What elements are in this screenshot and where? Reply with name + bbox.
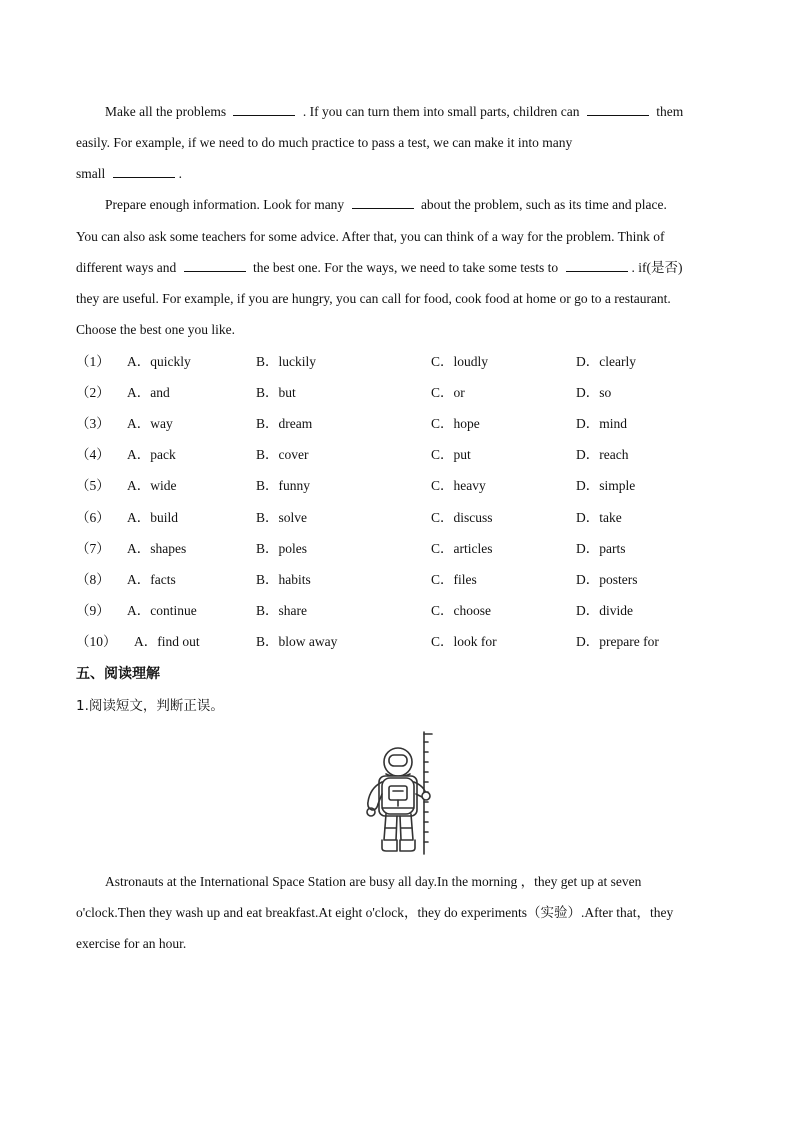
option-d[interactable]: D．divide	[576, 603, 633, 618]
passage-text: about the problem, such as its time and place.	[420, 197, 667, 212]
answer-blank[interactable]	[352, 196, 414, 209]
option-a[interactable]: A．wide	[127, 478, 177, 493]
passage-text: Make all the problems	[105, 104, 227, 119]
option-b[interactable]: B．habits	[256, 572, 311, 587]
option-a[interactable]: A．quickly	[127, 354, 191, 369]
passage-line	[76, 258, 683, 278]
question-number: （3）	[76, 416, 110, 431]
passage-line: Choose the best one you like.	[76, 322, 235, 337]
passage-text: different ways and	[76, 260, 177, 275]
question-number: （7）	[76, 541, 110, 556]
option-c[interactable]: C．articles	[431, 541, 493, 556]
option-c[interactable]: C．hope	[431, 416, 480, 431]
option-c[interactable]: C．choose	[431, 603, 491, 618]
option-b[interactable]: B．solve	[256, 510, 308, 525]
option-d[interactable]: D．simple	[576, 478, 636, 493]
option-b[interactable]: B．share	[256, 603, 307, 618]
option-b[interactable]: B．funny	[256, 478, 310, 493]
passage-line: easily. For example, if we need to do much practice to pass a test, we can make it into many	[76, 135, 573, 150]
option-b[interactable]: B．cover	[256, 447, 309, 462]
option-row	[76, 508, 736, 528]
option-d[interactable]: D．reach	[576, 447, 629, 462]
reading-line: exercise for an hour.	[76, 936, 187, 951]
question-number: （6）	[76, 510, 110, 525]
passage-text: them	[656, 104, 684, 119]
answer-blank[interactable]	[233, 103, 295, 116]
option-b[interactable]: B．dream	[256, 416, 313, 431]
section-heading: 五、阅读理解	[76, 666, 160, 682]
option-a[interactable]: A．facts	[127, 572, 176, 587]
passage-line	[105, 102, 683, 122]
question-number: （10）	[76, 634, 117, 649]
option-b[interactable]: B．but	[256, 385, 296, 400]
answer-blank[interactable]	[566, 259, 628, 272]
option-d[interactable]: D．prepare for	[576, 634, 659, 649]
question-number: （8）	[76, 572, 110, 587]
option-d[interactable]: D．take	[576, 510, 622, 525]
option-row	[76, 476, 736, 496]
passage-text: Prepare enough information. Look for many	[105, 197, 345, 212]
passage-line	[76, 164, 182, 184]
passage-text: small	[76, 166, 106, 181]
option-a[interactable]: A．and	[127, 385, 170, 400]
passage-text: the best one. For the ways, we need to take some tests to	[252, 260, 559, 275]
reading-line: o'clock.Then they wash up and eat breakfast.At eight o'clock，they do experiments（实验）.After that，they	[76, 905, 674, 920]
passage-text: . if(是否)	[631, 260, 683, 275]
option-a[interactable]: A．build	[127, 510, 179, 525]
reading-line: Astronauts at the International Space Station are busy all day.In the morning ，they get up at seven	[105, 874, 642, 889]
option-c[interactable]: C．discuss	[431, 510, 493, 525]
astronaut-illustration	[360, 728, 440, 856]
question-number: （1）	[76, 354, 110, 369]
option-a[interactable]: A．pack	[127, 447, 176, 462]
option-row	[76, 445, 736, 465]
option-row	[76, 539, 736, 559]
option-d[interactable]: D．mind	[576, 416, 628, 431]
answer-blank[interactable]	[184, 259, 246, 272]
option-c[interactable]: C．or	[431, 385, 465, 400]
option-c[interactable]: C．files	[431, 572, 477, 587]
option-b[interactable]: B．poles	[256, 541, 308, 556]
option-c[interactable]: C．heavy	[431, 478, 486, 493]
section-instruction: 1.阅读短文，判断正误。	[76, 698, 224, 714]
option-d[interactable]: D．so	[576, 385, 612, 400]
passage-text: .	[178, 166, 182, 181]
option-row	[76, 601, 736, 621]
option-row	[76, 632, 736, 652]
option-d[interactable]: D．posters	[576, 572, 638, 587]
passage-line	[105, 195, 667, 215]
answer-blank[interactable]	[113, 165, 175, 178]
question-number: （2）	[76, 385, 110, 400]
passage-text: . If you can turn them into small parts, children can	[302, 104, 580, 119]
option-a[interactable]: A．shapes	[127, 541, 187, 556]
option-c[interactable]: C．look for	[431, 634, 497, 649]
option-d[interactable]: D．clearly	[576, 354, 636, 369]
option-d[interactable]: D．parts	[576, 541, 626, 556]
option-a[interactable]: A．find out	[134, 634, 200, 649]
option-a[interactable]: A．continue	[127, 603, 197, 618]
question-number: （4）	[76, 447, 110, 462]
option-row	[76, 414, 736, 434]
question-number: （5）	[76, 478, 110, 493]
option-row	[76, 352, 736, 372]
question-number: （9）	[76, 603, 110, 618]
option-row	[76, 570, 736, 590]
passage-line: they are useful. For example, if you are hungry, you can call for food, cook food at home or go to a restaurant.	[76, 291, 671, 306]
option-a[interactable]: A．way	[127, 416, 173, 431]
option-row	[76, 383, 736, 403]
option-b[interactable]: B．blow away	[256, 634, 338, 649]
option-b[interactable]: B．luckily	[256, 354, 316, 369]
option-c[interactable]: C．loudly	[431, 354, 489, 369]
option-c[interactable]: C．put	[431, 447, 471, 462]
passage-line: You can also ask some teachers for some advice. After that, you can think of a way for the problem. Think of	[76, 229, 665, 244]
answer-blank[interactable]	[587, 103, 649, 116]
